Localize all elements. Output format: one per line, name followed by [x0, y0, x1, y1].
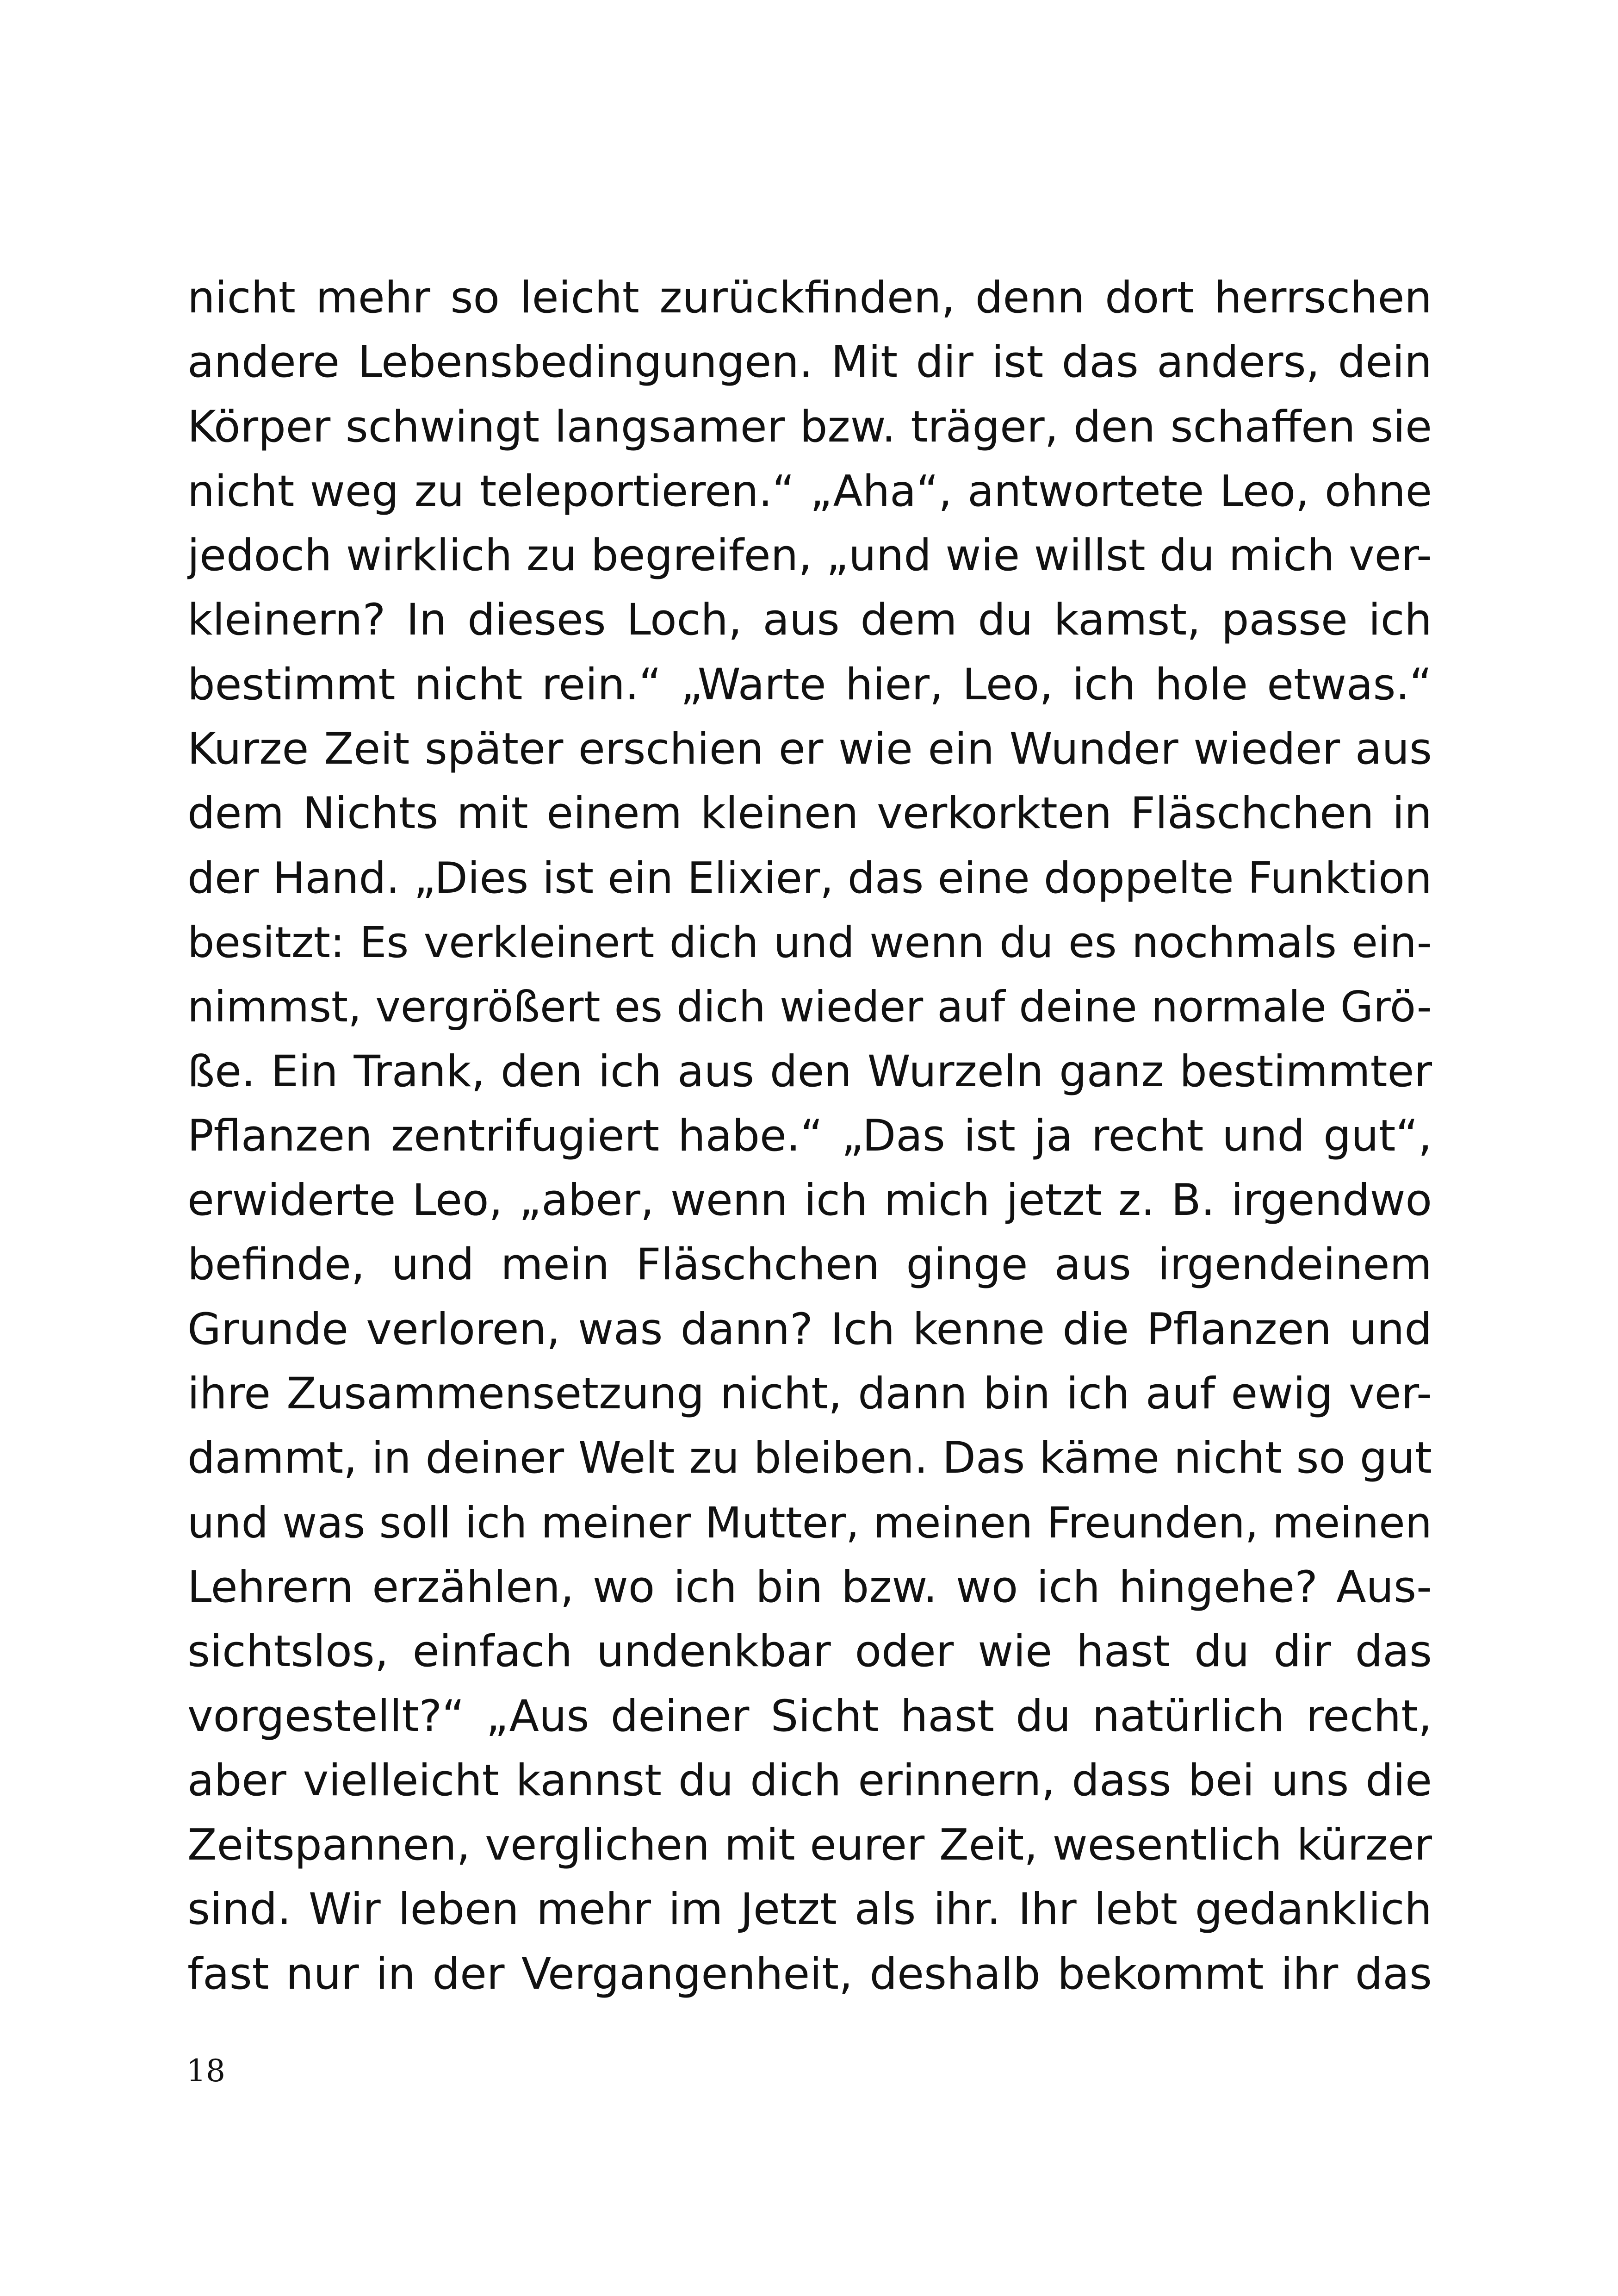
text-line: Kurze Zeit später erschien er wie ein Wunder wieder aus: [187, 724, 1432, 775]
text-line: Grunde verloren, was dann? Ich kenne die Pflanzen und: [187, 1304, 1432, 1355]
text-line: jedoch wirklich zu begreifen, „und wie willst du mich ver-: [187, 530, 1432, 581]
text-line: Pflanzen zentrifugiert habe.“ „Das ist ja recht und gut“,: [187, 1110, 1432, 1161]
text-line: fast nur in der Vergangenheit, deshalb bekommt ihr das: [187, 1948, 1432, 1999]
text-line: dammt, in deiner Welt zu bleiben. Das käme nicht so gut: [187, 1433, 1432, 1484]
text-line: Zeitspannen, verglichen mit eurer Zeit, wesentlich kürzer: [187, 1820, 1432, 1870]
text-line: sind. Wir leben mehr im Jetzt als ihr. Ihr lebt gedanklich: [187, 1884, 1432, 1935]
body-text: [187, 266, 1432, 2006]
text-line: vorgestellt?“ „Aus deiner Sicht hast du natürlich recht,: [187, 1691, 1432, 1742]
text-line: befinde, und mein Fläschchen ginge aus irgendeinem: [187, 1239, 1432, 1290]
text-line: ihre Zusammensetzung nicht, dann bin ich auf ewig ver-: [187, 1369, 1432, 1419]
page-number: 18: [186, 2053, 225, 2089]
text-line: Körper schwingt langsamer bzw. träger, den schaffen sie: [187, 401, 1432, 452]
text-line: kleinern? In dieses Loch, aus dem du kamst, passe ich: [187, 595, 1432, 646]
text-line: besitzt: Es verkleinert dich und wenn du es nochmals ein-: [187, 917, 1432, 967]
text-line: der Hand. „Dies ist ein Elixier, das eine doppelte Funktion: [187, 852, 1432, 903]
text-line: erwiderte Leo, „aber, wenn ich mich jetzt z. B. irgendwo: [187, 1175, 1432, 1226]
text-line: sichtslos, einfach undenkbar oder wie hast du dir das: [187, 1626, 1432, 1677]
text-line: Lehrern erzählen, wo ich bin bzw. wo ich hingehe? Aus-: [187, 1562, 1432, 1612]
text-line: nicht weg zu teleportieren.“ „Aha“, antwortete Leo, ohne: [187, 466, 1432, 516]
text-line: nicht mehr so leicht zurückfinden, denn dort herrschen: [187, 273, 1432, 323]
text-line: aber vielleicht kannst du dich erinnern, dass bei uns die: [187, 1755, 1432, 1806]
text-line: und was soll ich meiner Mutter, meinen Freunden, meinen: [187, 1498, 1432, 1548]
text-line: andere Lebensbedingungen. Mit dir ist das anders, dein: [187, 337, 1432, 388]
text-line: dem Nichts mit einem kleinen verkorkten Fläschchen in: [187, 788, 1432, 839]
text-line: ße. Ein Trank, den ich aus den Wurzeln ganz bestimmter: [187, 1046, 1432, 1097]
text-line: nimmst, vergrößert es dich wieder auf deine normale Grö-: [187, 982, 1432, 1032]
text-line: bestimmt nicht rein.“ „Warte hier, Leo, ich hole etwas.“: [187, 659, 1432, 710]
